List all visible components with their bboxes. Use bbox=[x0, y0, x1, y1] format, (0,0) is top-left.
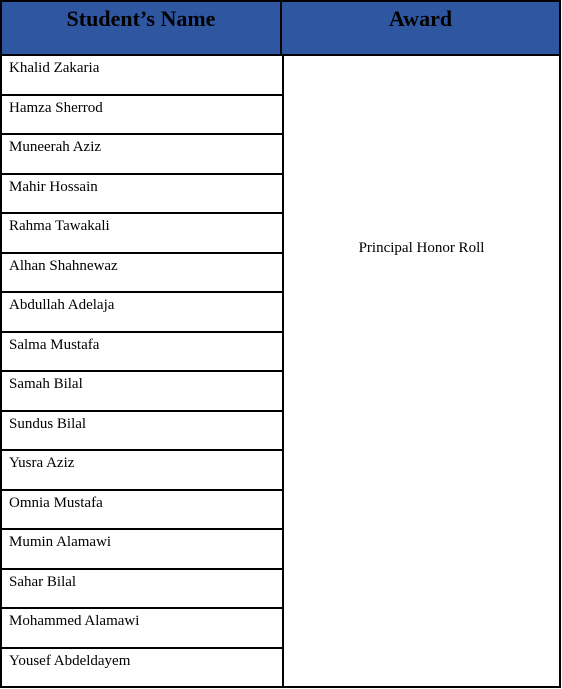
student-name: Sahar Bilal bbox=[9, 573, 77, 590]
student-name: Sundus Bilal bbox=[9, 415, 87, 432]
student-name: Omnia Mustafa bbox=[9, 494, 103, 511]
table-row bbox=[2, 56, 282, 96]
table-row bbox=[2, 96, 282, 136]
table-row bbox=[2, 412, 282, 452]
award-cell bbox=[284, 56, 559, 686]
student-name: Salma Mustafa bbox=[9, 336, 100, 353]
award-value: Principal Honor Roll bbox=[358, 240, 485, 256]
student-name: Mohammed Alamawi bbox=[9, 613, 140, 629]
table-row bbox=[2, 609, 282, 649]
table-row bbox=[2, 175, 282, 215]
student-name-header: Student’s Name bbox=[2, 2, 282, 54]
table-row bbox=[2, 214, 282, 254]
student-name: Yousef Abdeldayem bbox=[9, 652, 131, 669]
award-header: Award bbox=[282, 2, 559, 54]
student-name: Mahir Hossain bbox=[9, 178, 98, 195]
student-name: Khalid Zakaria bbox=[9, 60, 100, 76]
table-row bbox=[2, 451, 282, 491]
student-name: Yusra Aziz bbox=[9, 455, 75, 471]
table-row bbox=[2, 293, 282, 333]
table-row bbox=[2, 135, 282, 175]
student-name-column bbox=[2, 56, 284, 686]
student-name: Muneerah Aziz bbox=[9, 139, 102, 155]
student-name: Rahma Tawakali bbox=[9, 218, 110, 234]
table-row bbox=[2, 649, 282, 687]
student-name: Alhan Shahnewaz bbox=[9, 257, 118, 274]
table-row bbox=[2, 491, 282, 531]
student-name: Hamza Sherrod bbox=[9, 99, 103, 116]
table-row bbox=[2, 333, 282, 373]
table-row bbox=[2, 372, 282, 412]
table-row bbox=[2, 530, 282, 570]
student-name: Abdullah Adelaja bbox=[9, 297, 115, 313]
table-header-row bbox=[2, 2, 559, 56]
table-row bbox=[2, 570, 282, 610]
student-name: Mumin Alamawi bbox=[9, 534, 112, 550]
table-row bbox=[2, 254, 282, 294]
student-name: Samah Bilal bbox=[9, 376, 83, 392]
